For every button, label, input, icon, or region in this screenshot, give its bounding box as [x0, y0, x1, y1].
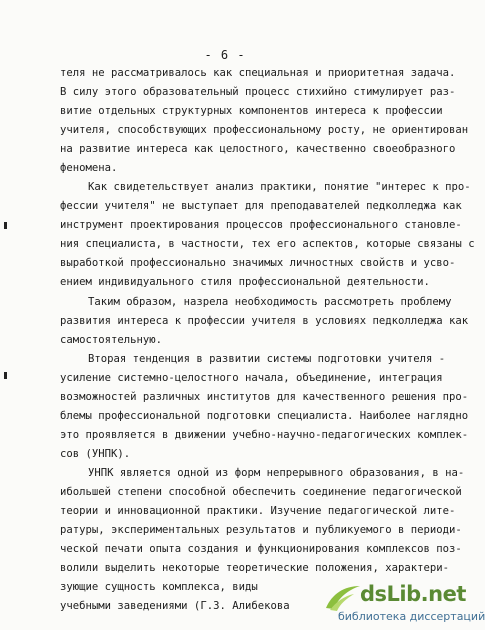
- text-line: волили выделить некоторые теоретические положения, характери-: [60, 562, 450, 574]
- dslib-watermark: [324, 582, 485, 626]
- text-line: сов (УНПК).: [60, 448, 131, 460]
- text-line: развития интереса к профессии учителя в условиях педколледжа как: [60, 315, 469, 327]
- text-line: учебными заведениями (Г.З. Алибекова: [60, 600, 290, 612]
- text-line: феномена.: [60, 162, 118, 174]
- swoosh-icon: [324, 582, 364, 612]
- text-line: на развитие интереса как целостного, качественно своеобразного: [60, 143, 456, 155]
- page-number: - 6 -: [204, 48, 246, 62]
- text-line: инструмент проектирования процессов профессионального становле-: [60, 219, 462, 231]
- margin-mark: [4, 372, 7, 379]
- text-line: выработкой профессионально значимых личностных свойств и усво-: [60, 257, 456, 269]
- paragraph-first-line: Таким образом, назрела необходимость рассмотреть проблему: [88, 296, 452, 308]
- text-line: витие отдельных структурных компонентов интереса к профессии: [60, 105, 443, 117]
- text-line: самостоятельную.: [60, 334, 163, 346]
- paragraph-first-line: Как свидетельствует анализ практики, понятие "интерес к про-: [88, 181, 471, 193]
- text-line: возможностей различных институтов для качественного решения про-: [60, 391, 469, 403]
- text-line: усиление системно-целостного начала, объединение, интеграция: [60, 372, 443, 384]
- watermark-caption: библиотека диссертаций: [338, 610, 485, 623]
- text-line: зующие сущность комплекса, виды: [60, 581, 258, 593]
- text-line: теории и инновационной практики. Изучение педагогической лите-: [60, 505, 456, 517]
- text-line: ибольшей степени способной обеспечить соединение педагогической: [60, 486, 462, 498]
- watermark-logo: dsLib.net: [360, 582, 466, 606]
- text-line: учителя, способствующих профессиональному росту, не ориентирован: [60, 124, 469, 136]
- text-line: В силу этого образовательный процесс стихийно стимулирует раз-: [60, 86, 456, 98]
- text-line: блемы профессиональной подготовки специалиста. Наиболее наглядно: [60, 410, 469, 422]
- text-line: ния специалиста, в частности, тех его аспектов, которые связаны с: [60, 238, 475, 250]
- text-line: фессии учителя" не выступает для преподавателей педколледжа как: [60, 200, 462, 212]
- text-line: ратуры, экспериментальных результатов и публикуемого в периоди-: [60, 524, 462, 536]
- text-line: ческой печати опыта создания и функционирования комплексов поз-: [60, 543, 462, 555]
- text-line: теля не рассматривалось как специальная и приоритетная задача.: [60, 67, 456, 79]
- text-line: это проявляется в движении учебно-научно-педагогических комплек-: [60, 429, 469, 441]
- text-line: ением индивидуального стиля профессиональной деятельности.: [60, 276, 430, 288]
- paragraph-first-line: УНПК является одной из форм непрерывного образования, в на-: [88, 467, 465, 479]
- margin-mark: [4, 222, 7, 229]
- paragraph-first-line: Вторая тенденция в развитии системы подготовки учителя -: [88, 353, 446, 365]
